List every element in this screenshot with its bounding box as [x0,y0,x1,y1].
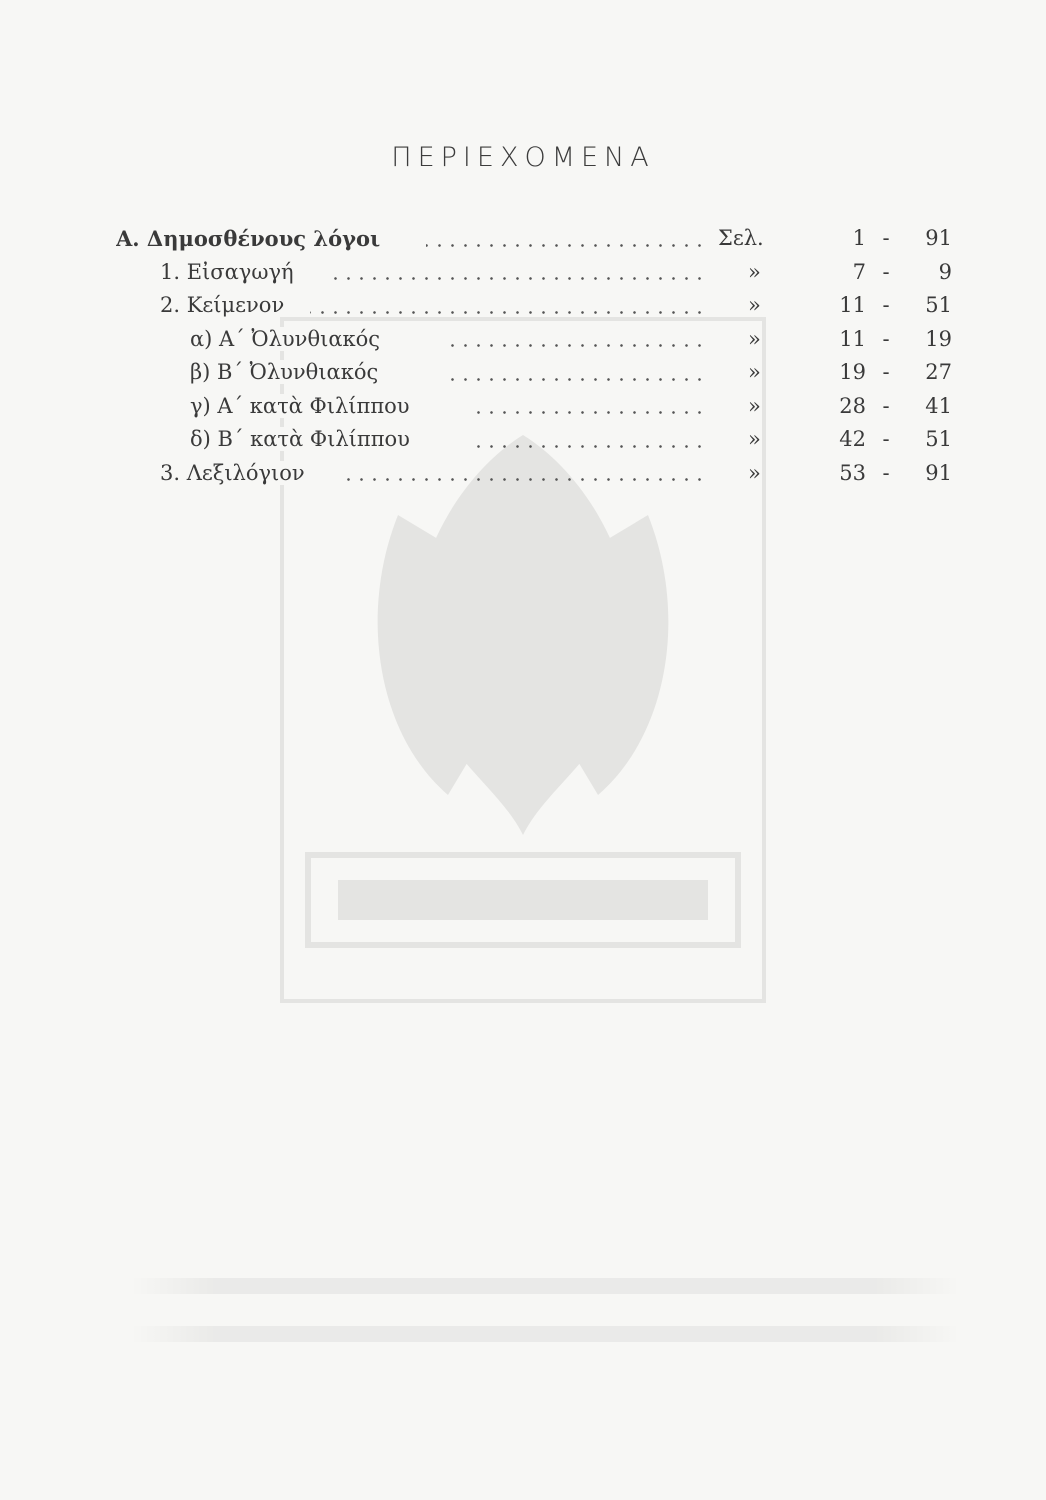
toc-entry-label: 2. Κείμενον [160,293,288,317]
leader-dots [442,344,706,347]
toc-entry [0,256,1046,290]
end-page: 91 [925,226,952,250]
toc-entry [0,222,1046,256]
toc-entry-label-wrap [190,356,706,390]
range-dash: - [882,259,890,284]
toc-entry-label: 1. Εἰσαγωγή [160,260,298,284]
leader-dots [340,478,706,481]
page-prefix: » [748,427,761,451]
end-page: 27 [925,360,952,384]
toc-entry-label-wrap [190,323,706,357]
bleed-through-footer-line [130,1326,960,1342]
range-dash: - [882,360,890,384]
table-of-contents [0,222,1046,490]
end-page: 51 [925,293,952,317]
range-dash: - [882,326,890,351]
end-page: 91 [925,460,952,485]
page-prefix: » [748,293,761,317]
end-page: 51 [925,427,952,451]
start-page: 7 [852,259,866,284]
start-page: 19 [839,360,866,384]
toc-entry [0,423,1046,457]
toc-entry-label: β) Β΄ Ὀλυνθιακός [190,360,382,384]
start-page: 11 [839,293,866,317]
leader-dots [472,411,706,414]
page-title: ΠΕΡΙΕΧΟΜΕΝΑ [391,142,655,173]
toc-entry [0,323,1046,357]
end-page: 9 [938,259,952,284]
toc-entry [0,356,1046,390]
page-prefix: » [748,326,761,351]
toc-entry [0,289,1046,323]
range-dash: - [882,427,890,451]
bleed-through-footer-line [130,1278,960,1294]
leader-dots [472,445,706,448]
toc-entry-label: 3. Λεξιλόγιον [160,461,309,485]
start-page: 53 [839,460,866,485]
range-dash: - [882,226,890,250]
page-prefix: » [748,259,761,284]
leader-dots [328,277,706,280]
start-page: 42 [839,427,866,451]
range-dash: - [882,393,890,418]
leader-dots [426,244,706,247]
page-prefix: Σελ. [718,226,764,250]
end-page: 41 [925,393,952,418]
page-prefix: » [748,393,761,418]
toc-entry-label: Α. Δημοσθένους λόγοι [116,226,384,251]
toc-entry [0,457,1046,491]
leader-dots [442,378,706,381]
toc-entry-label: γ) Α΄ κατὰ Φιλίππου [190,394,414,418]
page-prefix: » [748,360,761,384]
toc-entry-label-wrap [160,289,706,323]
end-page: 19 [925,326,952,351]
toc-entry-label: δ) Β΄ κατὰ Φιλίππου [190,427,414,451]
toc-entry-label-wrap [190,390,706,424]
leader-dots [310,311,706,314]
toc-entry-label-wrap [160,457,706,491]
range-dash: - [882,460,890,485]
start-page: 11 [839,326,866,351]
start-page: 28 [839,393,866,418]
toc-entry-label-wrap [116,222,706,256]
toc-entry [0,390,1046,424]
toc-entry-label: α) Α΄ Ὀλυνθιακός [190,327,384,351]
toc-entry-label-wrap [160,256,706,290]
toc-entry-label-wrap [190,423,706,457]
start-page: 1 [852,226,866,250]
page-prefix: » [748,460,761,485]
range-dash: - [882,293,890,317]
